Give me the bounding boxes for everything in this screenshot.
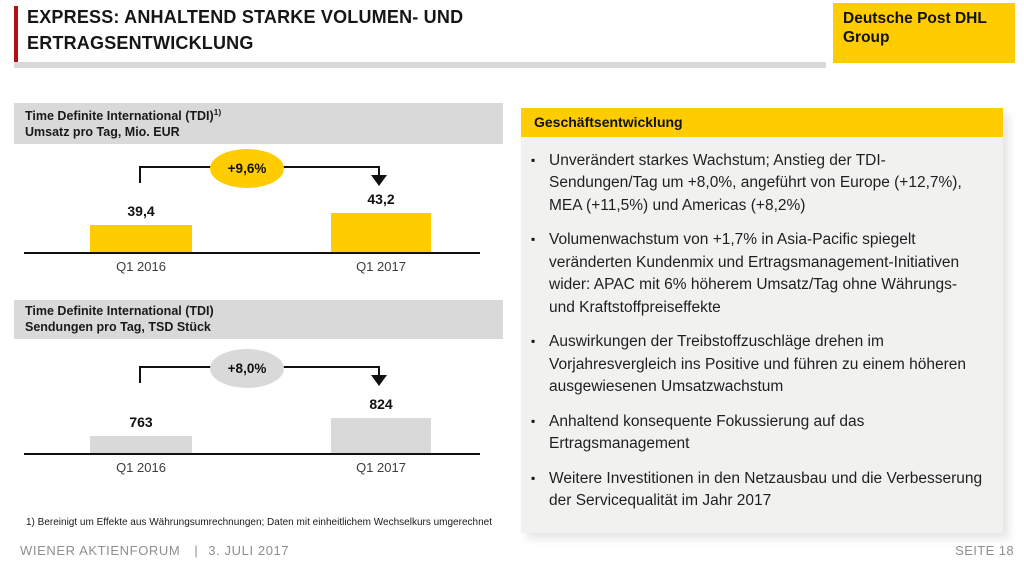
logo-line2: Group bbox=[843, 28, 890, 46]
bullet-square-icon: ▪ bbox=[531, 413, 536, 428]
company-logo-text bbox=[833, 3, 1015, 47]
title-divider bbox=[14, 62, 826, 68]
chart2-bar-q1-2017 bbox=[331, 418, 431, 453]
business-panel-body bbox=[521, 137, 1003, 533]
bullet-text: Anhaltend konsequente Fokussierung auf das Ertragsmanagement bbox=[549, 412, 865, 453]
business-development-panel bbox=[521, 108, 1003, 533]
bullet-square-icon: ▪ bbox=[531, 153, 536, 167]
chart2-bar1-value: 763 bbox=[129, 414, 153, 430]
chart1-bar-q1-2017 bbox=[331, 213, 431, 252]
chart1-connector-tick bbox=[139, 166, 141, 183]
chart2-category2: Q1 2017 bbox=[356, 460, 406, 475]
chart1-subtitle: Umsatz pro Tag, Mio. EUR bbox=[25, 124, 180, 139]
chart2-baseline bbox=[24, 453, 480, 455]
footer-page-number: SEITE 18 bbox=[955, 543, 1014, 558]
chart2-bar-q1-2016 bbox=[90, 436, 192, 453]
chart1-bar-q1-2016 bbox=[90, 225, 192, 252]
bullet-square-icon: ▪ bbox=[531, 334, 536, 349]
chart1-category1: Q1 2016 bbox=[116, 259, 166, 274]
chart2-title: Time Definite International (TDI) bbox=[25, 304, 214, 318]
list-item bbox=[531, 229, 987, 319]
chart2-subtitle: Sendungen pro Tag, TSD Stück bbox=[25, 319, 211, 334]
chart1-category2: Q1 2017 bbox=[356, 259, 406, 274]
chart2-category1: Q1 2016 bbox=[116, 460, 166, 475]
chart2-arrow-down-icon bbox=[371, 375, 387, 386]
red-accent-bar bbox=[14, 6, 18, 63]
chart2-connector-tick bbox=[139, 366, 141, 383]
bullet-square-icon: ▪ bbox=[531, 232, 536, 247]
footer-date: 3. JULI 2017 bbox=[208, 543, 290, 558]
footnote-marker: 1) bbox=[213, 107, 222, 117]
page-title bbox=[27, 4, 807, 56]
page-title-line1: EXPRESS: ANHALTEND STARKE VOLUMEN- UND bbox=[27, 7, 464, 27]
footnote: 1) Bereinigt um Effekte aus Währungsumrechnungen; Daten mit einheitlichem Wechselkurs umgerechnet bbox=[26, 517, 492, 528]
bullet-text: Unverändert starkes Wachstum; Anstieg der TDI-Sendungen/Tag um +8,0%, angeführt von Europe (+12,7%), MEA (+11,5%) und Americas (+8,2%) bbox=[549, 152, 962, 214]
chart2-header bbox=[14, 300, 503, 339]
chart1-arrow-down-icon bbox=[371, 175, 387, 186]
list-item bbox=[531, 468, 987, 513]
chart2-growth-badge: +8,0% bbox=[210, 349, 284, 388]
chart1-bar1-value: 39,4 bbox=[127, 203, 155, 219]
footer-separator: | bbox=[194, 543, 199, 558]
page-title-line2: ERTRAGSENTWICKLUNG bbox=[27, 33, 254, 54]
company-logo bbox=[833, 3, 1015, 63]
chart1-bar2-value: 43,2 bbox=[367, 191, 395, 207]
list-item bbox=[531, 411, 987, 456]
footer-event: WIENER AKTIENFORUM bbox=[20, 543, 181, 558]
bullet-list bbox=[531, 150, 987, 513]
bullet-text: Weitere Investitionen in den Netzausbau und die Verbesserung der Servicequalität im Jahr 2017 bbox=[549, 469, 983, 510]
bullet-text: Auswirkungen der Treibstoffzuschläge drehen im Vorjahresvergleich ins Positive und führen zu einem höheren ausgewiesenen Umsatzwachstum bbox=[549, 333, 967, 396]
bullet-text: Volumenwachstum von +1,7% in Asia-Pacific spiegelt veränderten Kundenmix und Ertragsmanagement-Initiativen wider: APAC mit 6% höherem Umsatz/Tag ohne Währungs- und Kraftstoffpreiseffekte bbox=[549, 231, 960, 316]
chart1-baseline bbox=[24, 252, 480, 254]
list-item bbox=[531, 150, 987, 217]
list-item bbox=[531, 331, 987, 398]
business-panel-title: Geschäftsentwicklung bbox=[521, 108, 1003, 137]
chart2-bar2-value: 824 bbox=[369, 396, 393, 412]
chart1-growth-badge: +9,6% bbox=[210, 149, 284, 188]
chart1-header bbox=[14, 103, 503, 144]
logo-line1: Deutsche Post DHL bbox=[843, 10, 987, 27]
bullet-square-icon: ▪ bbox=[531, 470, 536, 485]
footer-left bbox=[20, 543, 289, 558]
chart1-title: Time Definite International (TDI)$^{1)}$ bbox=[25, 107, 222, 124]
